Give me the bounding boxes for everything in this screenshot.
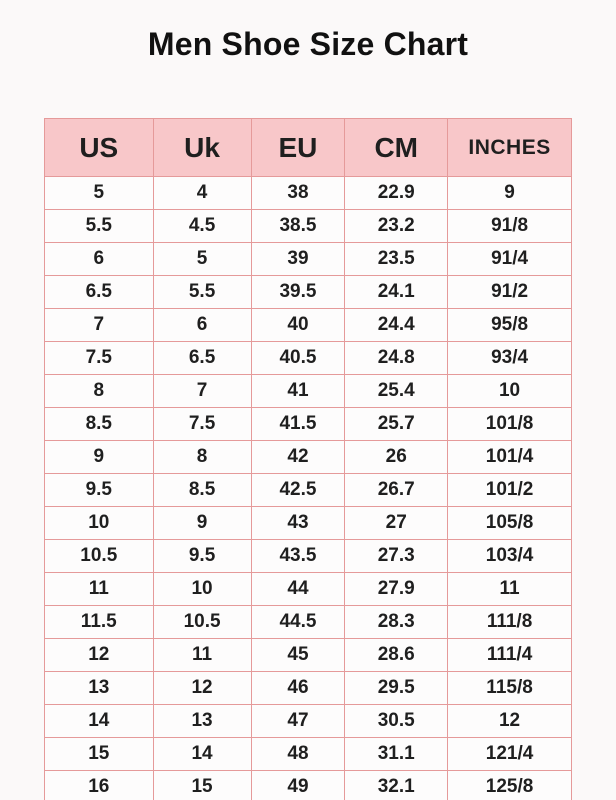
table-cell: 91/4	[448, 243, 572, 276]
table-cell: 7.5	[153, 408, 251, 441]
table-row	[45, 276, 572, 309]
table-cell: 24.1	[345, 276, 448, 309]
table-cell: 28.3	[345, 606, 448, 639]
table-cell: 12	[45, 639, 154, 672]
table-body	[45, 177, 572, 800]
table-cell: 11	[448, 573, 572, 606]
table-cell: 23.5	[345, 243, 448, 276]
table-cell: 24.4	[345, 309, 448, 342]
table-cell: 42	[251, 441, 345, 474]
table-cell: 11	[153, 639, 251, 672]
table-row	[45, 771, 572, 800]
table-cell: 9.5	[153, 540, 251, 573]
table-row	[45, 672, 572, 705]
table-cell: 101/8	[448, 408, 572, 441]
table-cell: 42.5	[251, 474, 345, 507]
table-row	[45, 738, 572, 771]
table-cell: 45	[251, 639, 345, 672]
table-cell: 8.5	[153, 474, 251, 507]
table-row	[45, 408, 572, 441]
table-cell: 26	[345, 441, 448, 474]
table-cell: 5	[45, 177, 154, 210]
table-row	[45, 177, 572, 210]
table-cell: 22.9	[345, 177, 448, 210]
column-header-inches: INCHES	[448, 119, 572, 177]
table-cell: 43	[251, 507, 345, 540]
table-cell: 32.1	[345, 771, 448, 800]
header-row	[45, 119, 572, 177]
table-cell: 7	[45, 309, 154, 342]
table-cell: 46	[251, 672, 345, 705]
column-header-uk: Uk	[153, 119, 251, 177]
table-cell: 12	[448, 705, 572, 738]
table-row	[45, 309, 572, 342]
shoe-size-table	[44, 118, 572, 800]
table-cell: 5.5	[45, 210, 154, 243]
page	[0, 26, 616, 800]
table-cell: 12	[153, 672, 251, 705]
table-row	[45, 210, 572, 243]
table-cell: 9	[45, 441, 154, 474]
table-row	[45, 342, 572, 375]
table-cell: 95/8	[448, 309, 572, 342]
table-cell: 9	[448, 177, 572, 210]
table-cell: 26.7	[345, 474, 448, 507]
table-cell: 8	[153, 441, 251, 474]
table-cell: 10	[153, 573, 251, 606]
table-cell: 28.6	[345, 639, 448, 672]
table-cell: 39.5	[251, 276, 345, 309]
table-cell: 44	[251, 573, 345, 606]
table-cell: 6	[45, 243, 154, 276]
table-cell: 4	[153, 177, 251, 210]
table-cell: 9	[153, 507, 251, 540]
table-row	[45, 540, 572, 573]
table-cell: 5	[153, 243, 251, 276]
table-cell: 111/8	[448, 606, 572, 639]
table-cell: 11	[45, 573, 154, 606]
table-cell: 43.5	[251, 540, 345, 573]
table-cell: 41	[251, 375, 345, 408]
table-cell: 40.5	[251, 342, 345, 375]
table-cell: 5.5	[153, 276, 251, 309]
table-cell: 93/4	[448, 342, 572, 375]
table-cell: 39	[251, 243, 345, 276]
table-cell: 14	[45, 705, 154, 738]
table-cell: 49	[251, 771, 345, 800]
table-cell: 105/8	[448, 507, 572, 540]
table-cell: 15	[45, 738, 154, 771]
table-row	[45, 705, 572, 738]
table-cell: 11.5	[45, 606, 154, 639]
table-cell: 10	[448, 375, 572, 408]
table-cell: 10.5	[45, 540, 154, 573]
table-cell: 91/2	[448, 276, 572, 309]
table-row	[45, 243, 572, 276]
table-cell: 6.5	[153, 342, 251, 375]
table-cell: 23.2	[345, 210, 448, 243]
table-cell: 44.5	[251, 606, 345, 639]
table-cell: 13	[45, 672, 154, 705]
table-cell: 27.3	[345, 540, 448, 573]
table-cell: 103/4	[448, 540, 572, 573]
column-header-eu: EU	[251, 119, 345, 177]
table-cell: 38	[251, 177, 345, 210]
table-row	[45, 474, 572, 507]
table-cell: 16	[45, 771, 154, 800]
table-cell: 111/4	[448, 639, 572, 672]
table-cell: 91/8	[448, 210, 572, 243]
table-cell: 40	[251, 309, 345, 342]
table-cell: 6	[153, 309, 251, 342]
table-cell: 4.5	[153, 210, 251, 243]
table-cell: 47	[251, 705, 345, 738]
table-cell: 38.5	[251, 210, 345, 243]
table-cell: 101/2	[448, 474, 572, 507]
table-cell: 121/4	[448, 738, 572, 771]
table-row	[45, 606, 572, 639]
table-cell: 10	[45, 507, 154, 540]
table-cell: 101/4	[448, 441, 572, 474]
column-header-cm: CM	[345, 119, 448, 177]
table-cell: 7.5	[45, 342, 154, 375]
table-cell: 13	[153, 705, 251, 738]
table-cell: 15	[153, 771, 251, 800]
table-cell: 24.8	[345, 342, 448, 375]
table-cell: 7	[153, 375, 251, 408]
table-cell: 6.5	[45, 276, 154, 309]
table-cell: 8	[45, 375, 154, 408]
table-cell: 8.5	[45, 408, 154, 441]
table-cell: 27	[345, 507, 448, 540]
table-cell: 48	[251, 738, 345, 771]
table-cell: 30.5	[345, 705, 448, 738]
table-cell: 29.5	[345, 672, 448, 705]
column-header-us: US	[45, 119, 154, 177]
table-cell: 25.7	[345, 408, 448, 441]
table-cell: 14	[153, 738, 251, 771]
table-row	[45, 507, 572, 540]
table-cell: 9.5	[45, 474, 154, 507]
table-cell: 25.4	[345, 375, 448, 408]
table-row	[45, 573, 572, 606]
table-cell: 125/8	[448, 771, 572, 800]
page-title: Men Shoe Size Chart	[147, 26, 469, 62]
table-cell: 31.1	[345, 738, 448, 771]
table-cell: 41.5	[251, 408, 345, 441]
table-cell: 10.5	[153, 606, 251, 639]
table-row	[45, 375, 572, 408]
table-header	[45, 119, 572, 177]
table-cell: 27.9	[345, 573, 448, 606]
table-cell: 115/8	[448, 672, 572, 705]
table-row	[45, 639, 572, 672]
table-row	[45, 441, 572, 474]
